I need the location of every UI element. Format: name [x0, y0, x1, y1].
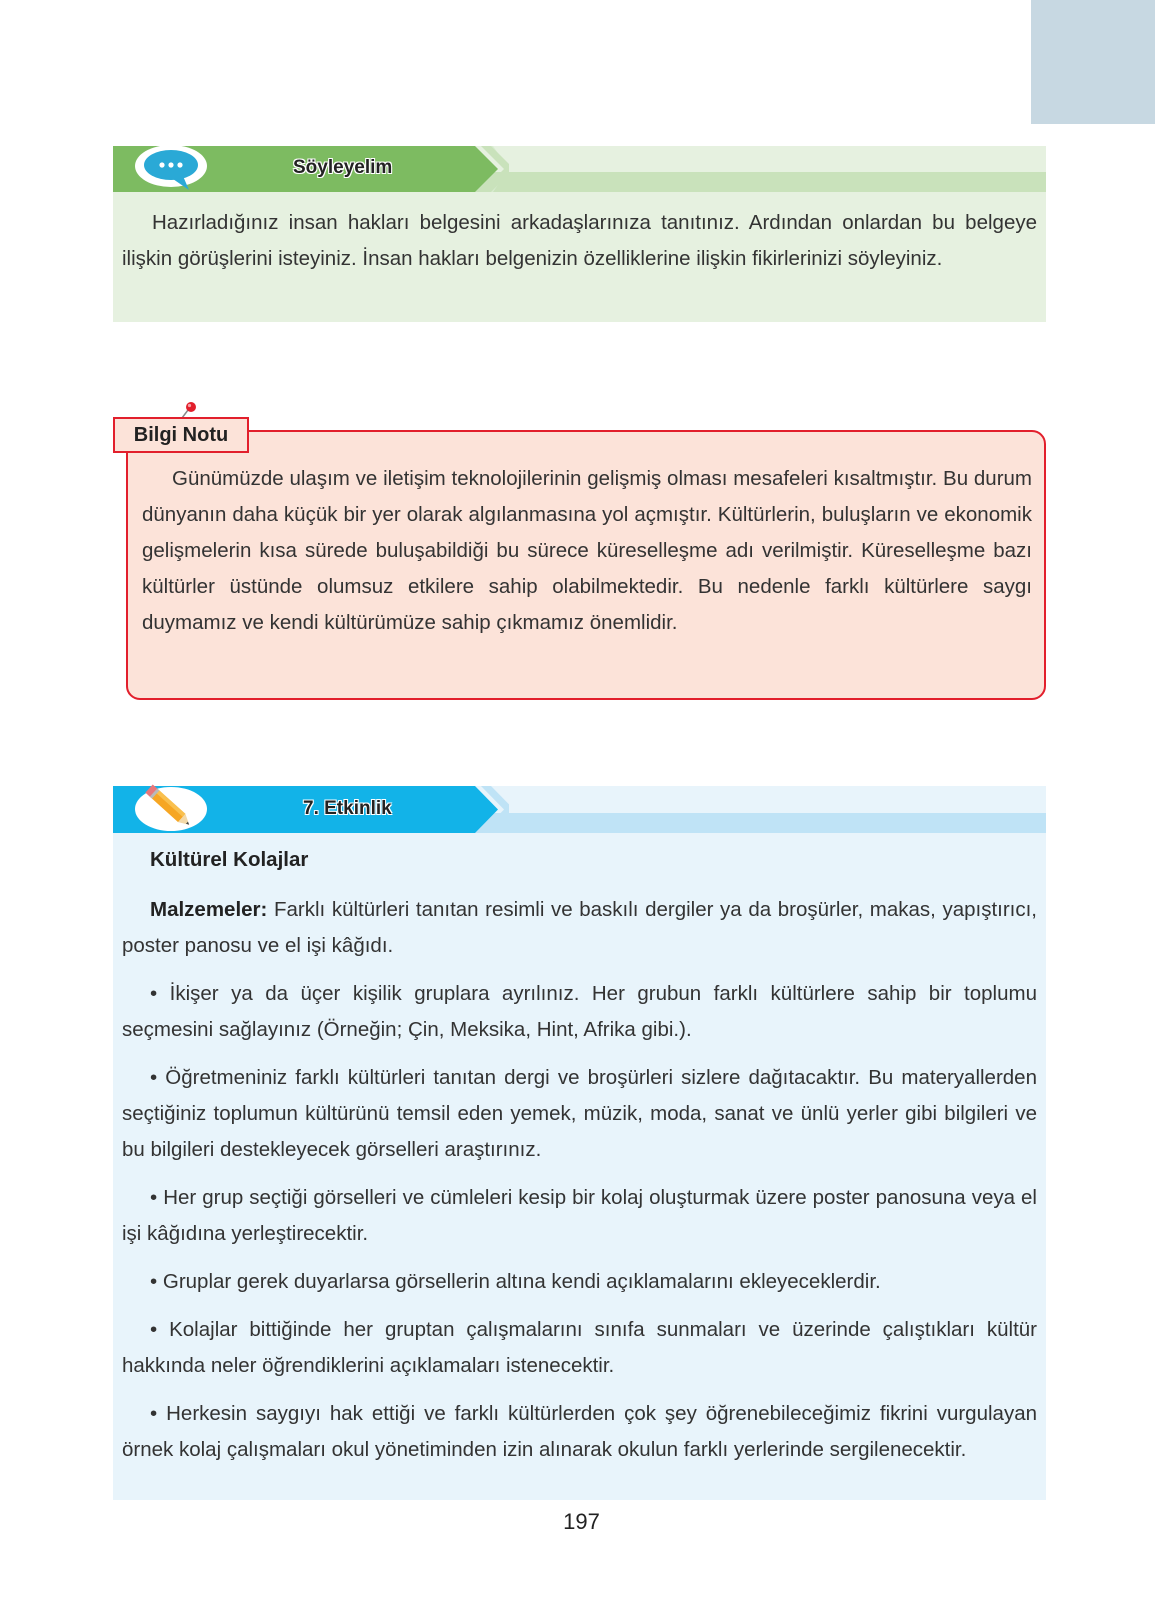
materials-text: Farklı kültürleri tanıtan resimli ve baskılı dergiler ya da broşürler, makas, yapıştırıcı, poster panosu ve el işi kâğıdı.	[122, 898, 1037, 957]
soyleyelim-title: Söyleyelim	[293, 157, 393, 178]
soyleyelim-text: Hazırladığınız insan hakları belgesini arkadaşlarınıza tanıtınız. Ardından onlardan bu belgeye ilişkin görüşlerini isteyiniz. İnsan hakları belgenizin özelliklerine ilişkin fikirlerinizi söyleyiniz.	[122, 211, 1037, 270]
etkinlik-header	[113, 786, 509, 833]
list-item: • Gruplar gerek duyarlarsa görsellerin altına kendi açıklamalarını ekleyeceklerdir.	[150, 1270, 881, 1293]
list-item: • Herkesin saygıyı hak ettiği ve farklı kültürlerden çok şey öğrenebileceğimiz fikrini vurgulayan örnek kolaj çalışmaları okul yönetiminden izin alınarak okulun farklı yerlerinde sergilenecektir.	[122, 1402, 1037, 1461]
materials-paragraph	[122, 892, 1037, 964]
page-corner-tab	[1031, 0, 1155, 124]
speech-bubble-icon	[131, 144, 211, 194]
soyleyelim-header	[113, 146, 509, 192]
pencil-icon	[131, 783, 211, 835]
list-item: • Öğretmeniniz farklı kültürleri tanıtan dergi ve broşürleri sizlere dağıtacaktır. Bu materyallerden seçtiğiniz toplumun kültürünü temsil eden yemek, müzik, moda, sanat ve ünlü yerler gibi bilgileri ve bu bilgileri destekleyecek görselleri araştırınız.	[122, 1066, 1037, 1161]
list-item: • Kolajlar bittiğinde her gruptan çalışmalarını sınıfa sunmaları ve üzerinde çalıştıkları kültür hakkında neler öğrendiklerini açıklamaları istenecektir.	[122, 1318, 1037, 1377]
etkinlik-body	[122, 892, 1037, 1480]
bilgi-notu-title: Bilgi Notu	[113, 417, 249, 453]
materials-label: Malzemeler:	[150, 898, 268, 921]
list-item: • Her grup seçtiği görselleri ve cümleleri kesip bir kolaj oluşturmak üzere poster panosuna veya el işi kâğıdına yerleştirecektir.	[122, 1186, 1037, 1245]
etkinlik-subtitle: Kültürel Kolajlar	[150, 848, 309, 871]
page-number: 197	[563, 1509, 600, 1534]
list-item: • İkişer ya da üçer kişilik gruplara ayrılınız. Her grubun farklı kültürlere sahip bir toplumu seçmesini sağlayınız (Örneğin; Çin, Meksika, Hint, Afrika gibi.).	[122, 982, 1037, 1041]
etkinlik-title: 7. Etkinlik	[303, 798, 392, 819]
bilgi-notu-text: Günümüzde ulaşım ve iletişim teknolojilerinin gelişmiş olması mesafeleri kısaltmıştır. Bu durum dünyanın daha küçük bir yer olarak algılanmasına yol açmıştır. Kültürlerin, buluşların ve ekonomik gelişmelerin kısa sürede buluşabildiği bu sürece küreselleşme adı verilmiştir. Küreselleşme bazı kültürler üstünde olumsuz etkilere sahip olabilmektedir. Bu nedenle farklı kültürlere saygı duymamız ve kendi kültürümüze sahip çıkmamız önemlidir.	[142, 467, 1032, 634]
